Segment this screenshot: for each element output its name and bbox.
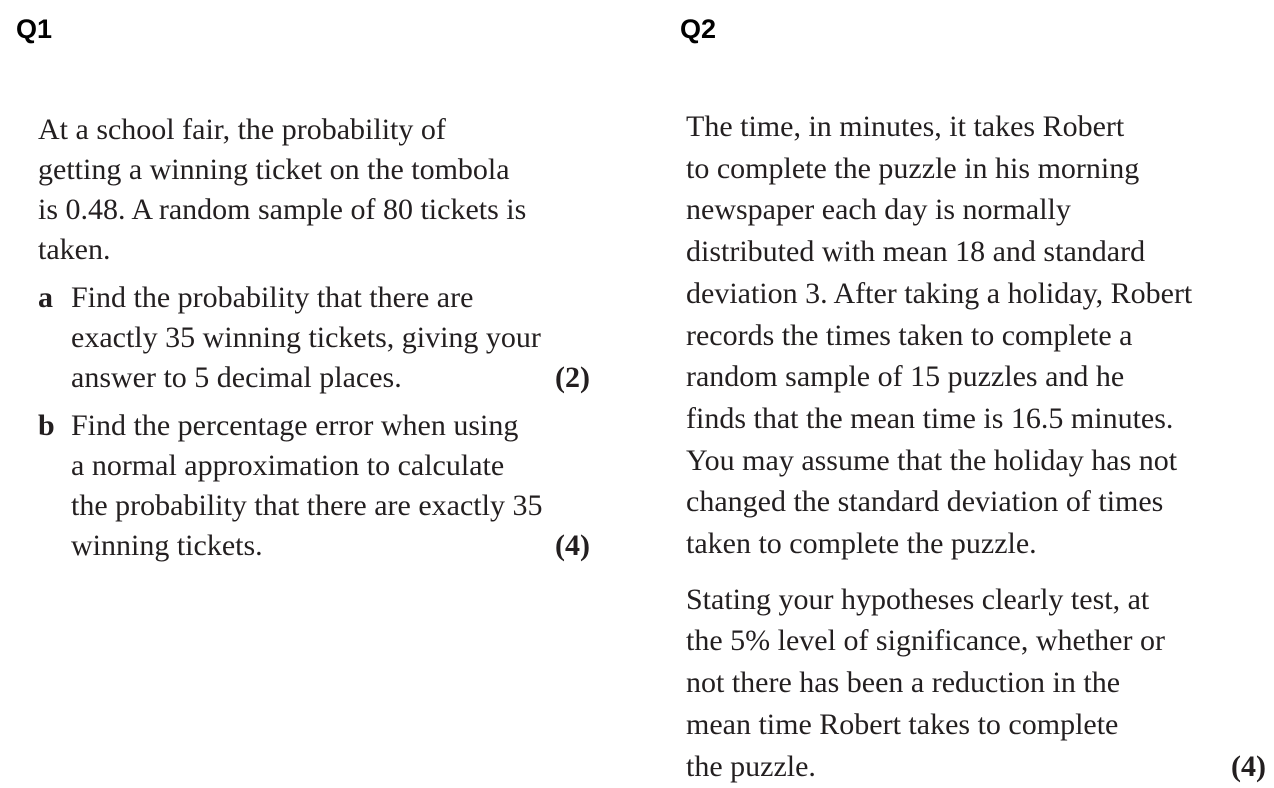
- paragraph-line: Stating your hypotheses clearly test, at: [686, 582, 1150, 616]
- paragraph-line: deviation 3. After taking a holiday, Robert: [686, 276, 1193, 310]
- paragraph-line: You may assume that the holiday has not: [686, 443, 1178, 477]
- stem-line: taken.: [38, 233, 111, 266]
- part-line: answer to 5 decimal places.: [71, 361, 402, 394]
- part-letter: b: [38, 409, 55, 442]
- stem-line: At a school fair, the probability of: [38, 113, 446, 146]
- paragraph-line: changed the standard deviation of times: [686, 485, 1164, 519]
- marks-badge: (4): [1231, 749, 1266, 783]
- question-1-stem: [38, 110, 590, 270]
- paragraph-line: finds that the mean time is 16.5 minutes.: [686, 401, 1174, 435]
- question-1-label: Q1: [16, 14, 53, 44]
- part-line: winning tickets.: [71, 529, 263, 562]
- question-2-paragraph-1: [686, 106, 1266, 565]
- paragraph-line: taken to complete the puzzle.: [686, 527, 1037, 561]
- paragraph-line: the puzzle.: [686, 749, 816, 783]
- question-2-paragraph-2: [686, 579, 1266, 788]
- paragraph-line: to complete the puzzle in his morning: [686, 151, 1140, 185]
- marks-badge: (4): [555, 529, 590, 562]
- stem-line: is 0.48. A random sample of 80 tickets is: [38, 193, 527, 226]
- part-line: Find the percentage error when using: [71, 409, 519, 442]
- paragraph-line: random sample of 15 puzzles and he: [686, 360, 1125, 394]
- question-2-body: [686, 106, 1266, 787]
- paragraph-line: the 5% level of significance, whether or: [686, 624, 1165, 658]
- stem-line: getting a winning ticket on the tombola: [38, 153, 510, 186]
- paragraph-line: distributed with mean 18 and standard: [686, 235, 1146, 269]
- marks-badge: (2): [555, 361, 590, 394]
- paragraph-line: newspaper each day is normally: [686, 193, 1071, 227]
- question-1-body: [38, 110, 590, 574]
- part-line: exactly 35 winning tickets, giving your: [71, 321, 541, 354]
- paragraph-line: not there has been a reduction in the: [686, 666, 1121, 700]
- paragraph-line: records the times taken to complete a: [686, 318, 1133, 352]
- part-line: a normal approximation to calculate: [71, 449, 505, 482]
- question-1-part-b: [38, 406, 590, 566]
- part-letter: a: [38, 281, 53, 314]
- question-2-label: Q2: [680, 14, 717, 44]
- paragraph-line: The time, in minutes, it takes Robert: [686, 110, 1125, 143]
- part-line: Find the probability that there are: [71, 281, 474, 314]
- paragraph-line: mean time Robert takes to complete: [686, 707, 1119, 741]
- question-1-part-a: [38, 278, 590, 398]
- part-line: the probability that there are exactly 35: [71, 489, 543, 522]
